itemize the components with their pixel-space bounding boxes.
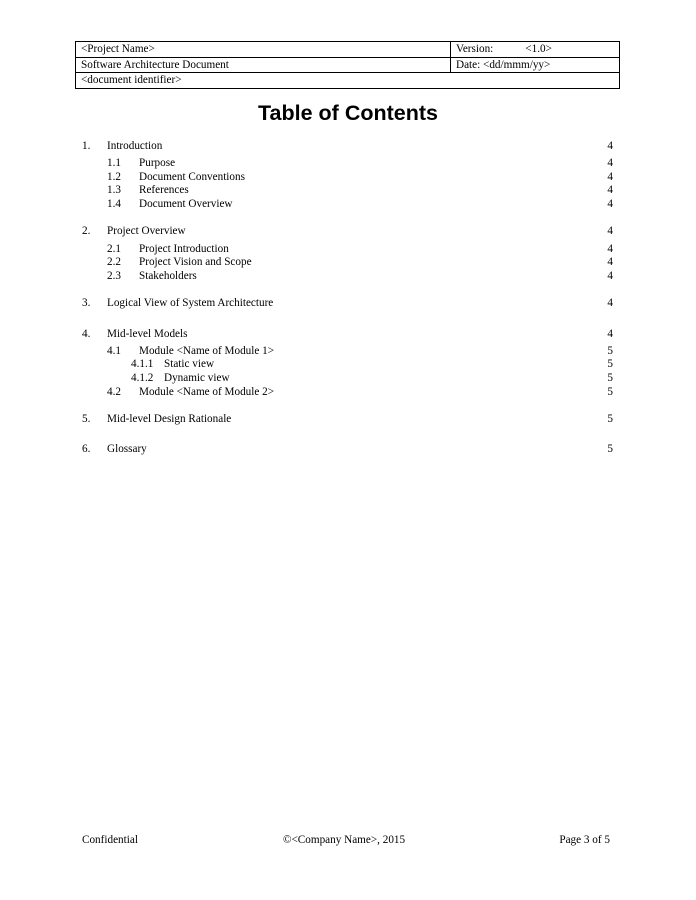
- toc-label: Glossary: [107, 443, 147, 455]
- toc-number: 1.3: [107, 184, 121, 196]
- toc-entry[interactable]: [0, 224, 696, 238]
- toc-number: 4.1.2: [131, 372, 154, 384]
- version-value: <1.0>: [525, 43, 552, 55]
- toc-number: 4.: [82, 328, 91, 340]
- toc-page: 4: [607, 297, 613, 309]
- toc-page: 4: [607, 270, 613, 282]
- project-name: <Project Name>: [81, 43, 155, 55]
- toc-label: Document Overview: [139, 198, 233, 210]
- toc-page: 5: [607, 358, 613, 370]
- toc-entry[interactable]: [0, 139, 696, 153]
- doc-identifier-cell: [76, 73, 620, 89]
- date-cell: [451, 57, 620, 73]
- toc-page: 4: [607, 328, 613, 340]
- project-name-cell: [76, 42, 451, 58]
- doc-identifier: <document identifier>: [81, 74, 182, 86]
- toc-label: Document Conventions: [139, 171, 245, 183]
- doc-title: Software Architecture Document: [81, 58, 229, 71]
- toc-page: 4: [607, 140, 613, 152]
- toc-page: 5: [607, 413, 613, 425]
- toc-page: 5: [607, 386, 613, 398]
- toc-number: 2.: [82, 225, 91, 237]
- toc-page: 4: [607, 171, 613, 183]
- footer-page-number: Page 3 of 5: [559, 834, 610, 846]
- version-label: Version:: [456, 43, 494, 55]
- toc-page: 4: [607, 157, 613, 169]
- footer-copyright: ©<Company Name>, 2015: [283, 834, 406, 846]
- toc-entry[interactable]: [0, 442, 696, 456]
- toc-entry[interactable]: [0, 371, 696, 385]
- toc-number: 4.1: [107, 345, 121, 357]
- toc-entry[interactable]: [0, 170, 696, 184]
- toc-page: 4: [607, 198, 613, 210]
- toc-entry[interactable]: [0, 344, 696, 358]
- toc-entry[interactable]: [0, 296, 696, 310]
- toc-entry[interactable]: [0, 385, 696, 399]
- toc-label: Project Overview: [107, 225, 186, 237]
- toc-page: 4: [607, 256, 613, 268]
- version-cell: [451, 42, 620, 58]
- toc-label: Dynamic view: [164, 372, 230, 384]
- toc-number: 2.1: [107, 243, 121, 255]
- toc-entry[interactable]: [0, 412, 696, 426]
- toc-entry[interactable]: [0, 357, 696, 371]
- toc-label: Mid-level Models: [107, 328, 188, 340]
- toc-number: 4.2: [107, 386, 121, 398]
- toc-number: 1.2: [107, 171, 121, 183]
- toc-page: 5: [607, 372, 613, 384]
- toc-number: 1.: [82, 140, 91, 152]
- toc-entry[interactable]: [0, 327, 696, 341]
- toc-page: 4: [607, 225, 613, 237]
- toc-label: References: [139, 184, 189, 196]
- toc-number: 3.: [82, 297, 91, 309]
- toc-number: 5.: [82, 413, 91, 425]
- toc-number: 1.1: [107, 157, 121, 169]
- toc-label: Static view: [164, 358, 215, 370]
- toc-entry[interactable]: [0, 242, 696, 256]
- footer-confidential: Confidential: [82, 834, 138, 846]
- toc-entry[interactable]: [0, 197, 696, 211]
- toc-entry[interactable]: [0, 255, 696, 269]
- toc-number: 4.1.1: [131, 358, 154, 370]
- toc-label: Mid-level Design Rationale: [107, 413, 232, 425]
- page-title: Table of Contents: [258, 101, 438, 125]
- toc-number: 2.3: [107, 270, 121, 282]
- toc-label: Purpose: [139, 157, 176, 169]
- toc-entry[interactable]: [0, 156, 696, 170]
- toc-page: 4: [607, 243, 613, 255]
- doc-title-cell: [76, 57, 451, 73]
- toc-page: 4: [607, 184, 613, 196]
- toc-page: 5: [607, 345, 613, 357]
- toc-entry[interactable]: [0, 269, 696, 283]
- document-header-table: [75, 41, 620, 89]
- toc-label: Stakeholders: [139, 270, 197, 282]
- toc-label: Logical View of System Architecture: [107, 297, 274, 309]
- toc-label: Introduction: [107, 140, 163, 152]
- toc-number: 2.2: [107, 256, 121, 268]
- toc-number: 6.: [82, 443, 91, 455]
- toc-label: Module <Name of Module 2>: [139, 386, 275, 398]
- toc-label: Project Introduction: [139, 243, 229, 255]
- toc-entry[interactable]: [0, 183, 696, 197]
- toc-number: 1.4: [107, 198, 121, 210]
- toc-label: Module <Name of Module 1>: [139, 345, 275, 357]
- toc-label: Project Vision and Scope: [139, 256, 252, 268]
- toc-page: 5: [607, 443, 613, 455]
- doc-date: Date: <dd/mmm/yy>: [456, 58, 551, 71]
